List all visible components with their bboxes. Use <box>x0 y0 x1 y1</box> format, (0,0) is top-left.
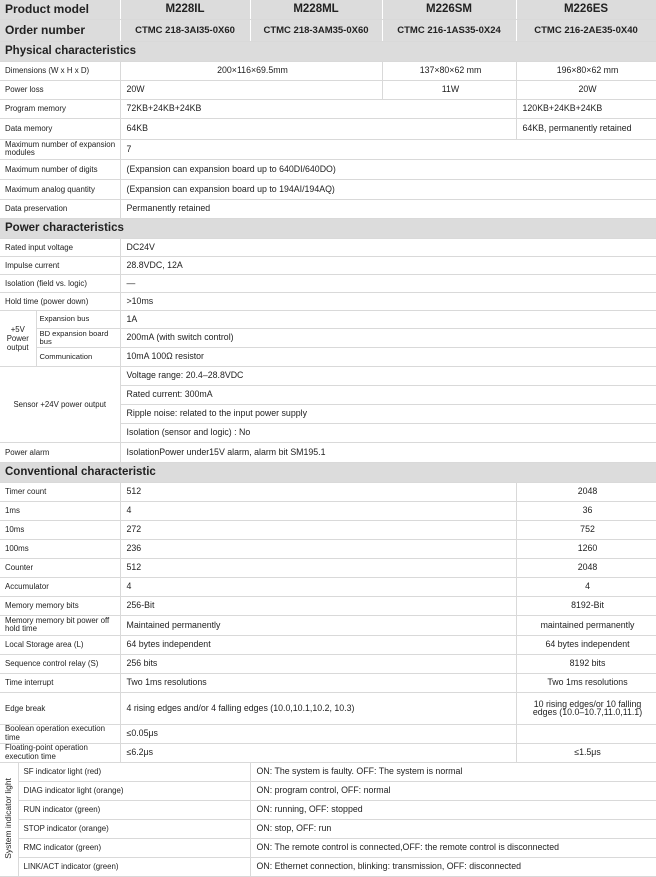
row-stop-indicator: STOP indicator (orange) ON: stop, OFF: run <box>0 819 656 838</box>
plus5v-group-label: +5V Power output <box>0 310 36 366</box>
row-edge-break: Edge break 4 rising edges and/or 4 falling edges (10.0,10.1,10.2, 10.3) 10 rising edges/or 10 falling edges (10.0–10.7,11.0,11.1) <box>0 692 656 724</box>
row-link-indicator: LINK/ACT indicator (green) ON: Ethernet connection, blinking: transmission, OFF: disconnected <box>0 857 656 876</box>
order-m228il: CTMC 218-3AI35-0X60 <box>120 19 250 41</box>
header-order-row <box>0 19 656 41</box>
row-diag-indicator: DIAG indicator light (orange) ON: program control, OFF: normal <box>0 781 656 800</box>
model-m228il: M228IL <box>120 0 250 19</box>
row-accumulator: Accumulator 4 4 <box>0 577 656 596</box>
row-impulse: Impulse current 28.8VDC, 12A <box>0 256 656 274</box>
row-max-digits: Maximum number of digits (Expansion can expansion board up to 640DI/640DO) <box>0 159 656 179</box>
section-physical: Physical characteristics <box>0 41 656 61</box>
row-rmc-indicator: RMC indicator (green) ON: The remote control is connected,OFF: the remote control is disconnected <box>0 838 656 857</box>
row-dimensions: Dimensions (W x H x D) 200×116×69.5mm 137×80×62 mm 196×80×62 mm <box>0 61 656 80</box>
order-number-label: Order number <box>0 19 120 41</box>
row-sequence-relay: Sequence control relay (S) 256 bits 8192 bits <box>0 654 656 673</box>
row-program-memory: Program memory 72KB+24KB+24KB 120KB+24KB+24KB <box>0 99 656 118</box>
row-time-interrupt: Time interrupt Two 1ms resolutions Two 1ms resolutions <box>0 673 656 692</box>
indicator-group-label: System indicator light <box>0 762 18 876</box>
product-model-label: Product model <box>0 0 120 19</box>
row-boolean-time: Boolean operation execution time ≤0.05μs <box>0 724 656 743</box>
row-power-loss: Power loss 20W 11W 20W <box>0 80 656 99</box>
row-rated-input: Rated input voltage DC24V <box>0 238 656 256</box>
row-hold-time: Hold time (power down) >10ms <box>0 292 656 310</box>
row-100ms: 100ms 236 1260 <box>0 539 656 558</box>
row-1ms: 1ms 4 36 <box>0 501 656 520</box>
row-sf-indicator: System indicator light SF indicator light (red) ON: The system is faulty. OFF: The system is normal <box>0 762 656 781</box>
row-memory-bits: Memory memory bits 256-Bit 8192-Bit <box>0 596 656 615</box>
row-max-modules: Maximum number of expansion modules 7 <box>0 139 656 159</box>
row-max-analog: Maximum analog quantity (Expansion can expansion board up to 194AI/194AQ) <box>0 179 656 199</box>
row-sensor-ripple: Ripple noise: related to the input power supply <box>0 404 656 423</box>
row-sensor-voltage: Sensor +24V power output Voltage range: 20.4–28.8VDC <box>0 366 656 385</box>
section-power: Power characteristics <box>0 218 656 238</box>
sensor24-group-label: Sensor +24V power output <box>0 366 120 442</box>
row-power-alarm: Power alarm IsolationPower under15V alarm, alarm bit SM195.1 <box>0 442 656 462</box>
row-isolation: Isolation (field vs. logic) — <box>0 274 656 292</box>
row-memory-hold: Memory memory bit power off hold time Maintained permanently maintained permanently <box>0 615 656 635</box>
section-conventional: Conventional characteristic <box>0 462 656 482</box>
row-5v-bd-bus: BD expansion board bus 200mA (with switch control) <box>0 328 656 347</box>
header-model-row <box>0 0 656 19</box>
row-local-storage: Local Storage area (L) 64 bytes independent 64 bytes independent <box>0 635 656 654</box>
row-5v-communication: Communication 10mA 100Ω resistor <box>0 347 656 366</box>
order-m226es: CTMC 216-2AE35-0X40 <box>516 19 656 41</box>
model-m228ml: M228ML <box>250 0 382 19</box>
row-sensor-current: Rated current: 300mA <box>0 385 656 404</box>
row-run-indicator: RUN indicator (green) ON: running, OFF: stopped <box>0 800 656 819</box>
row-timer-count: Timer count 512 2048 <box>0 482 656 501</box>
model-m226sm: M226SM <box>382 0 516 19</box>
row-sensor-isolation: Isolation (sensor and logic) : No <box>0 423 656 442</box>
row-counter: Counter 512 2048 <box>0 558 656 577</box>
row-5v-expansion-bus: +5V Power output Expansion bus 1A <box>0 310 656 328</box>
model-m226es: M226ES <box>516 0 656 19</box>
order-m226sm: CTMC 216-1AS35-0X24 <box>382 19 516 41</box>
row-10ms: 10ms 272 752 <box>0 520 656 539</box>
row-data-preservation: Data preservation Permanently retained <box>0 199 656 218</box>
row-data-memory: Data memory 64KB 64KB, permanently retained <box>0 118 656 139</box>
order-m228ml: CTMC 218-3AM35-0X60 <box>250 19 382 41</box>
row-float-time: Floating-point operation execution time ≤6.2μs ≤1.5μs <box>0 743 656 762</box>
